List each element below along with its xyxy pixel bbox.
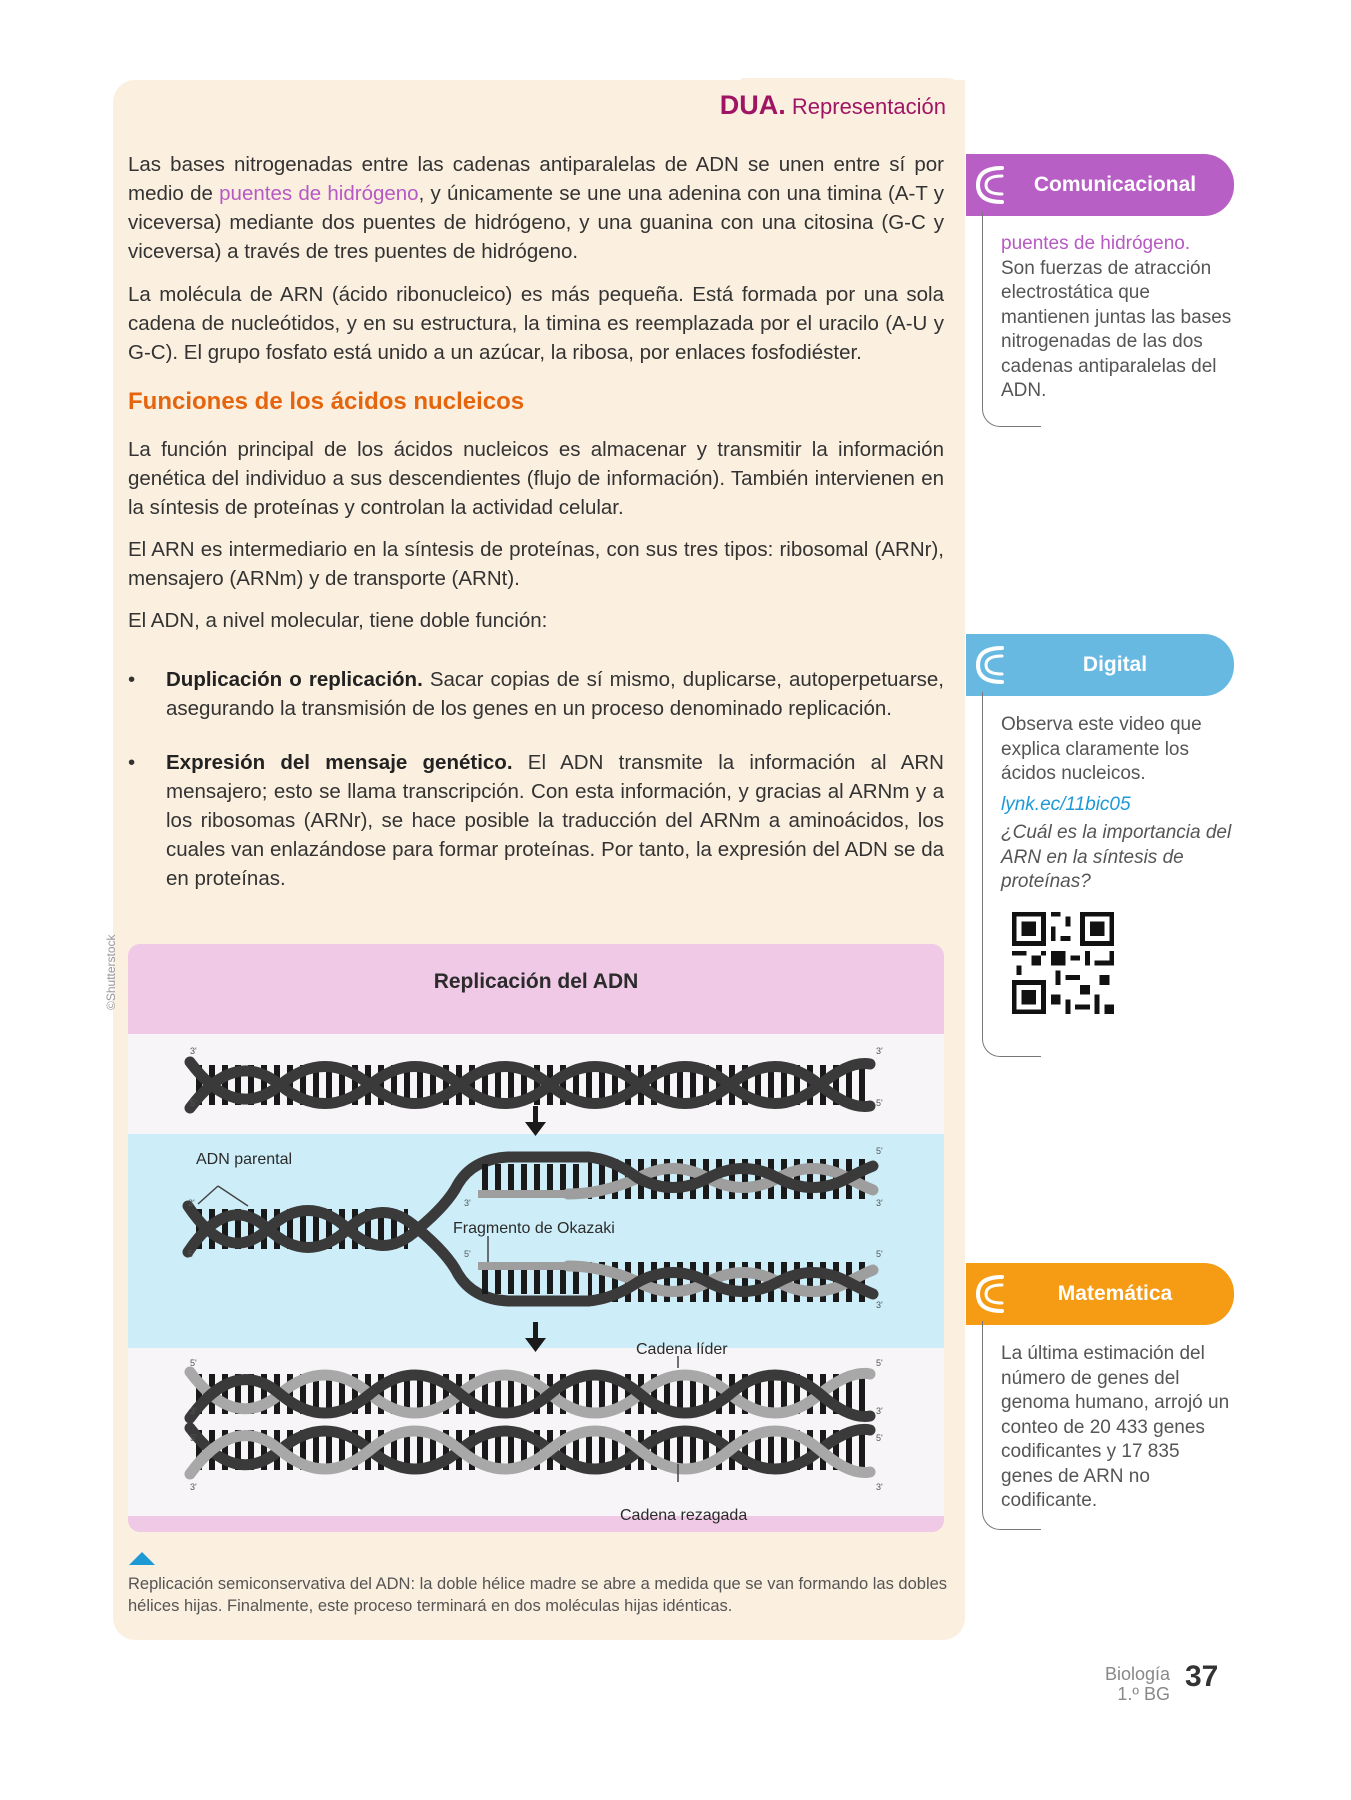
end-label: 5' <box>876 1098 883 1108</box>
footer-subject <box>1080 1664 1170 1704</box>
end-label: 5' <box>190 1358 197 1368</box>
end-label: 3' <box>464 1198 471 1208</box>
end-label: 3' <box>190 1482 197 1492</box>
paragraph-function: La función principal de los ácidos nucleicos es almacenar y transmitir la información genética del individuo a sus descendientes (flujo de información). También intervienen en la síntesis de proteínas y controlan la actividad celular. <box>128 438 944 519</box>
label-lagging: Cadena rezagada <box>620 1507 748 1524</box>
end-label: 5' <box>876 1358 883 1368</box>
grade-label: 1.º BG <box>1117 1684 1170 1704</box>
paragraph-arn: La molécula de ARN (ácido ribonucleico) es más pequeña. Está formada por una sola cadena de nucleótidos, y en su estructura, la timina es reemplazada por el uracilo (A-U y G-C). El grupo fosfato está unido a un azúcar, la ribosa, por enlaces fosfodiéster. <box>128 283 944 364</box>
bullet-body: El ADN transmite la información al ARN mensajero; esto se llama transcripción. Con esta información, y gracias al ARNm y a los ribosomas (ARNr), se hace posible la traducción del ARNm a aminoácidos, los cuales van enlazándose para formar proteínas. Por tanto, la expresión del ADN se da en proteínas. <box>166 751 944 890</box>
digital-header <box>966 634 1234 696</box>
dna-diagram <box>128 944 944 1532</box>
bullet-expression <box>128 748 944 893</box>
end-label: 5' <box>190 1098 197 1108</box>
end-label: 3' <box>190 1406 197 1416</box>
comunicacional-header <box>966 154 1234 216</box>
comunicacional-text <box>1001 232 1233 404</box>
video-link[interactable]: lynk.ec/11bic05 <box>1001 793 1131 815</box>
end-label: 3' <box>876 1482 883 1492</box>
label-leader: Cadena líder <box>636 1341 728 1358</box>
bullet-dot: • <box>128 668 136 691</box>
daughter-helix-1 <box>190 1372 872 1418</box>
dna-replication-figure <box>128 944 944 1532</box>
daughter-helix-2 <box>190 1428 872 1474</box>
bullet-body: Sacar copias de sí mismo, duplicarse, autoperpetuarse, asegurando la transmisión de los genes en un proceso denominado replicación. <box>166 668 945 720</box>
end-label: 5' <box>876 1146 883 1156</box>
dua-header <box>712 90 946 121</box>
bullet-text <box>166 748 944 893</box>
end-label: 5' <box>464 1249 471 1259</box>
parent-helix <box>190 1062 872 1108</box>
dua-label: DUA. <box>719 90 786 120</box>
comunicacional-title: Comunicacional <box>1033 173 1197 196</box>
digital-question: ¿Cuál es la importancia del ARN en la síntesis de proteínas? <box>1001 822 1232 892</box>
p1-pre: Las bases nitrogenadas entre las cadenas antiparalelas de ADN se unen entre sí por medio de <box>128 153 944 205</box>
label-okazaki: Fragmento de Okazaki <box>453 1220 615 1237</box>
matematica-title: Matemática <box>1057 1282 1173 1305</box>
p1-post: , y únicamente se une una adenina con una timina (A-T y viceversa) mediante dos puentes de hidrógeno, y una guanina con una citosina (G-C y viceversa) a través de tres puentes de hidrógeno. <box>128 182 944 263</box>
caption-triangle-icon <box>129 1552 155 1565</box>
end-label: 3' <box>876 1300 883 1310</box>
figure-caption: Replicación semiconservativa del ADN: la doble hélice madre se abre a medida que se van formando las dobles hélices hijas. Finalmente, este proceso terminará en dos moléculas hijas idénticas. <box>128 1575 948 1615</box>
paragraph-adn-function: El ADN, a nivel molecular, tiene doble función: <box>128 609 548 632</box>
dua-tag: Representación <box>791 94 946 119</box>
end-label: 5' <box>190 1433 197 1443</box>
bullet-text <box>166 665 944 723</box>
bullet-title: Duplicación o replicación. <box>166 668 423 691</box>
image-credit: ©Shutterstock <box>104 934 118 1010</box>
comunicacional-definition: Son fuerzas de atracción electrostática que mantienen juntas las bases nitrogenadas de las dos cadenas antiparalelas del ADN. <box>1001 257 1232 401</box>
end-label: 5' <box>876 1249 883 1259</box>
comunicacional-term: puentes de hidrógeno. <box>1001 233 1191 254</box>
subject-name: Biología <box>1104 1664 1170 1684</box>
hydrogen-bonds-term: puentes de hidrógeno <box>219 182 419 205</box>
matematica-text: La última estimación del número de genes del genoma humano, arrojó un conteo de 20 433 genes codificantes y 17 835 genes de ARN no codificante. <box>1001 1343 1230 1511</box>
end-label: 3' <box>876 1198 883 1208</box>
figure-title: Replicación del ADN <box>433 970 639 993</box>
bullet-replication <box>128 665 944 723</box>
matematica-header <box>966 1263 1234 1325</box>
end-label: 3' <box>876 1046 883 1056</box>
qr-code[interactable] <box>1002 902 1124 1024</box>
end-label: 3' <box>876 1406 883 1416</box>
page-number: 37 <box>1185 1660 1219 1693</box>
end-label: 3' <box>190 1046 197 1056</box>
section-title: Funciones de los ácidos nucleicos <box>128 388 525 415</box>
end-label: 3' <box>188 1198 195 1208</box>
digital-title: Digital <box>1082 653 1148 676</box>
end-label: 5' <box>876 1433 883 1443</box>
paragraph-bases <box>128 150 944 266</box>
bullet-title: Expresión del mensaje genético. <box>166 751 513 774</box>
digital-text <box>1001 713 1233 895</box>
end-label: 5' <box>188 1249 195 1259</box>
paragraph-arn-types: El ARN es intermediario en la síntesis de proteínas, con sus tres tipos: ribosomal (ARNr), mensajero (ARNm) y de transporte (ARNt). <box>128 538 944 590</box>
bullet-dot: • <box>128 751 136 774</box>
digital-description: Observa este video que explica claramente los ácidos nucleicos. <box>1001 714 1202 784</box>
label-parental: ADN parental <box>196 1151 293 1168</box>
